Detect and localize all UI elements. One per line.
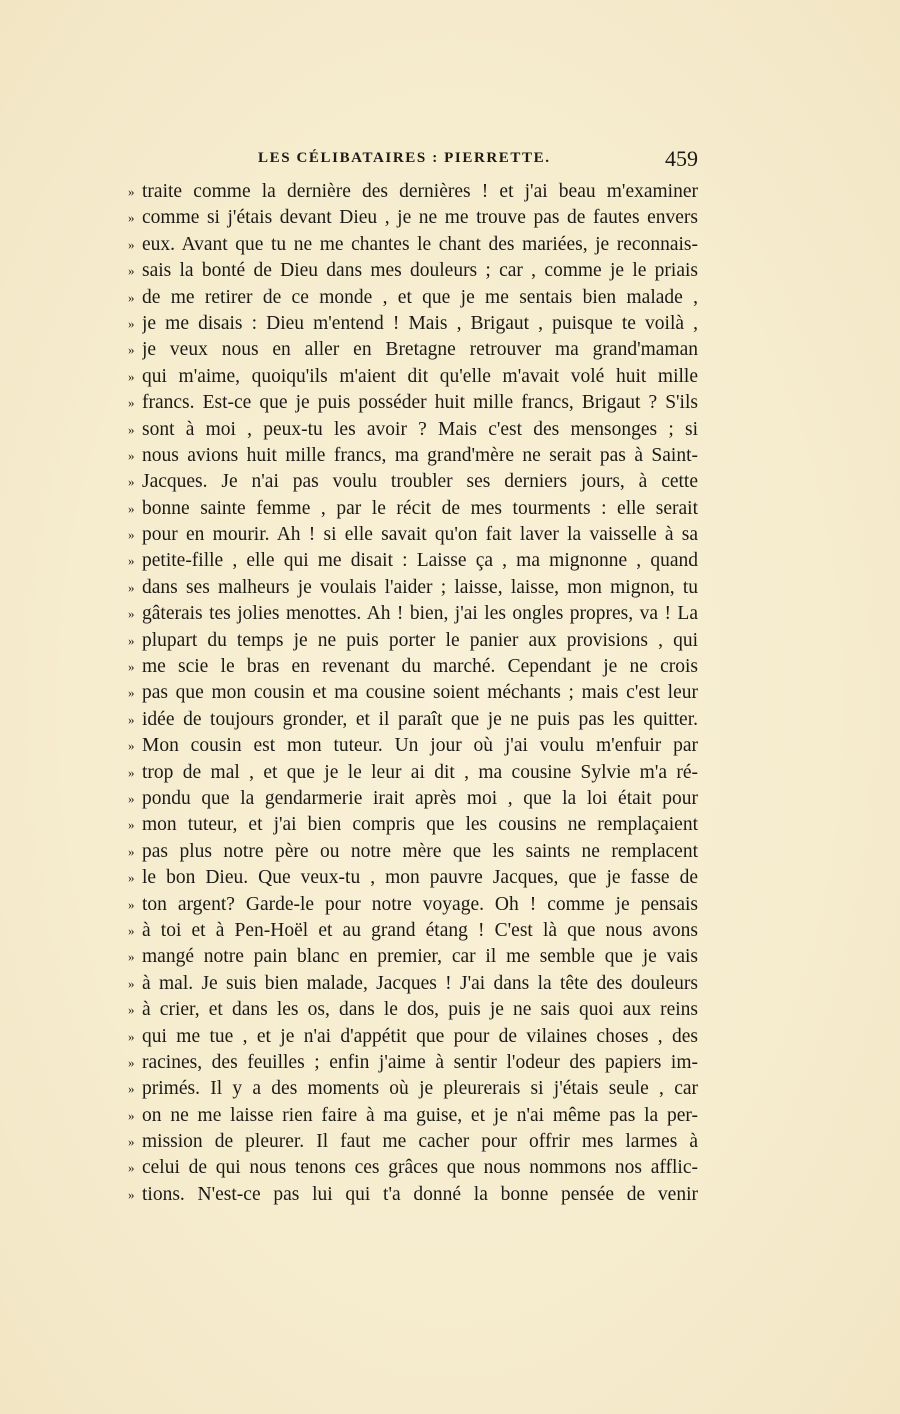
quotation-mark: » (128, 949, 135, 965)
line-text: plupart du temps je ne puis porter le panier aux provisions , qui (142, 629, 698, 651)
line-text: mangé notre pain blanc en premier, car il me semble que je vais (142, 946, 698, 968)
quotation-mark: » (128, 289, 135, 305)
line-text: dans ses malheurs je voulais l'aider ; laisse, laisse, mon mignon, tu (142, 576, 698, 598)
text-line (128, 1182, 698, 1208)
line-text: sais la bonté de Dieu dans mes douleurs ; car , comme je le priais (142, 260, 698, 282)
quotation-mark: » (128, 1186, 135, 1202)
quotation-mark: » (128, 843, 135, 859)
quotation-mark: » (128, 184, 135, 199)
quotation-mark: » (128, 975, 135, 991)
text-line (128, 918, 698, 944)
quotation-mark: » (128, 870, 135, 886)
text-line (128, 469, 698, 495)
text-line (128, 944, 698, 970)
line-text: pour en mourir. Ah ! si elle savait qu'on fait laver la vaisselle à sa (142, 524, 698, 546)
quotation-mark: » (128, 711, 135, 727)
text-line (128, 601, 698, 627)
text-line (128, 337, 698, 363)
line-text: à crier, et dans les os, dans le dos, puis je ne sais quoi aux reins (142, 999, 698, 1021)
line-text: à toi et à Pen-Hoël et au grand étang ! C'est là que nous avons (142, 919, 698, 941)
quotation-mark: » (128, 896, 135, 912)
line-text: celui de qui nous tenons ces grâces que nous nommons nos afflic- (142, 1157, 698, 1179)
line-text: traite comme la dernière des dernières ! et j'ai beau m'examiner (142, 181, 698, 202)
quotation-mark: » (128, 817, 135, 833)
line-text: Jacques. Je n'ai pas voulu troubler ses derniers jours, à cette (142, 471, 698, 493)
line-text: mission de pleurer. Il faut me cacher pour offrir mes larmes à (142, 1131, 698, 1153)
text-line (128, 496, 698, 522)
quotation-mark: » (128, 632, 135, 648)
quotation-mark: » (128, 790, 135, 806)
quotation-mark: » (128, 685, 135, 701)
line-text: qui me tue , et je n'ai d'appétit que pour de vilaines choses , des (142, 1025, 698, 1047)
line-text: de me retirer de ce monde , et que je me sentais bien malade , (142, 286, 698, 308)
line-text: eux. Avant que tu ne me chantes le chant des mariées, je reconnais- (142, 233, 698, 255)
text-line (128, 258, 698, 284)
quotation-mark: » (128, 447, 135, 463)
line-text: nous avions huit mille francs, ma grand'mère ne serait pas à Saint- (142, 444, 698, 466)
text-line (128, 548, 698, 574)
line-text: primés. Il y a des moments où je pleurerais si j'étais seule , car (142, 1078, 698, 1100)
quotation-mark: » (128, 263, 135, 279)
quotation-mark: » (128, 579, 135, 595)
quotation-mark: » (128, 527, 135, 543)
quotation-mark: » (128, 606, 135, 622)
text-line (128, 179, 698, 205)
line-text: ton argent? Garde-le pour notre voyage. Oh ! comme je pensais (142, 893, 698, 915)
quotation-mark: » (128, 421, 135, 437)
line-text: Mon cousin est mon tuteur. Un jour où j'ai voulu m'enfuir par (142, 735, 698, 757)
text-line (128, 628, 698, 654)
quotation-mark: » (128, 368, 135, 384)
text-line (128, 1050, 698, 1076)
quotation-mark: » (128, 1054, 135, 1070)
line-text: je me disais : Dieu m'entend ! Mais , Brigaut , puisque te voilà , (142, 312, 698, 334)
text-line (128, 1024, 698, 1050)
quotation-mark: » (128, 1134, 135, 1150)
text-line (128, 733, 698, 759)
text-line (128, 443, 698, 469)
quotation-mark: » (128, 553, 135, 569)
quotation-mark: » (128, 1107, 135, 1123)
quotation-mark: » (128, 315, 135, 331)
running-title: LES CÉLIBATAIRES : PIERRETTE. (258, 150, 551, 166)
body-text (128, 179, 698, 1208)
text-line (128, 839, 698, 865)
text-line (128, 865, 698, 891)
page-header (128, 146, 698, 176)
quotation-mark: » (128, 474, 135, 490)
quotation-mark: » (128, 210, 135, 226)
line-text: qui m'aime, quoiqu'ils m'aient dit qu'elle m'avait volé huit mille (142, 365, 698, 387)
line-text: mon tuteur, et j'ai bien compris que les cousins ne remplaçaient (142, 814, 698, 836)
text-line (128, 707, 698, 733)
line-text: trop de mal , et que je le leur ai dit , ma cousine Sylvie m'a ré- (142, 761, 698, 783)
quotation-mark: » (128, 738, 135, 754)
line-text: bonne sainte femme , par le récit de mes tourments : elle serait (142, 497, 698, 519)
text-line (128, 892, 698, 918)
line-text: gâterais tes jolies menottes. Ah ! bien, j'ai les ongles propres, va ! La (142, 603, 698, 625)
line-text: comme si j'étais devant Dieu , je ne me trouve pas de fautes envers (142, 207, 698, 229)
line-text: petite-fille , elle qui me disait : Laisse ça , ma mignonne , quand (142, 550, 698, 572)
text-line (128, 575, 698, 601)
quotation-mark: » (128, 1028, 135, 1044)
line-text: idée de toujours gronder, et il paraît que je ne puis pas les quitter. (142, 708, 698, 730)
line-text: racines, des feuilles ; enfin j'aime à sentir l'odeur des papiers im- (142, 1051, 698, 1073)
line-text: francs. Est-ce que je puis posséder huit mille francs, Brigaut ? S'ils (142, 392, 698, 414)
text-line (128, 680, 698, 706)
text-line (128, 285, 698, 311)
quotation-mark: » (128, 500, 135, 516)
line-text: le bon Dieu. Que veux-tu , mon pauvre Jacques, que je fasse de (142, 867, 698, 889)
text-line (128, 1129, 698, 1155)
line-text: je veux nous en aller en Bretagne retrouver ma grand'maman (142, 339, 698, 361)
text-line (128, 1103, 698, 1129)
line-text: pas plus notre père ou notre mère que les saints ne remplacent (142, 840, 698, 862)
text-line (128, 1155, 698, 1181)
text-line (128, 812, 698, 838)
text-line (128, 205, 698, 231)
quotation-mark: » (128, 659, 135, 675)
text-line (128, 654, 698, 680)
page-number: 459 (665, 146, 698, 171)
quotation-mark: » (128, 342, 135, 358)
line-text: pas que mon cousin et ma cousine soient méchants ; mais c'est leur (142, 682, 698, 704)
text-line (128, 417, 698, 443)
text-line (128, 1076, 698, 1102)
line-text: à mal. Je suis bien malade, Jacques ! J'ai dans la tête des douleurs (142, 972, 698, 994)
line-text: on ne me laisse rien faire à ma guise, et je n'ai même pas la per- (142, 1104, 698, 1126)
text-line (128, 786, 698, 812)
quotation-mark: » (128, 764, 135, 780)
quotation-mark: » (128, 1081, 135, 1097)
line-text: tions. N'est-ce pas lui qui t'a donné la bonne pensée de venir (142, 1183, 698, 1205)
quotation-mark: » (128, 1002, 135, 1018)
quotation-mark: » (128, 395, 135, 411)
line-text: sont à moi , peux-tu les avoir ? Mais c'est des mensonges ; si (142, 418, 698, 440)
line-text: pondu que la gendarmerie irait après moi , que la loi était pour (142, 787, 698, 809)
quotation-mark: » (128, 1160, 135, 1176)
text-line (128, 364, 698, 390)
text-line (128, 997, 698, 1023)
text-line (128, 390, 698, 416)
line-text: me scie le bras en revenant du marché. Cependant je ne crois (142, 656, 698, 678)
quotation-mark: » (128, 236, 135, 252)
quotation-mark: » (128, 922, 135, 938)
text-line (128, 522, 698, 548)
text-line (128, 971, 698, 997)
text-line (128, 760, 698, 786)
text-line (128, 232, 698, 258)
text-line (128, 311, 698, 337)
